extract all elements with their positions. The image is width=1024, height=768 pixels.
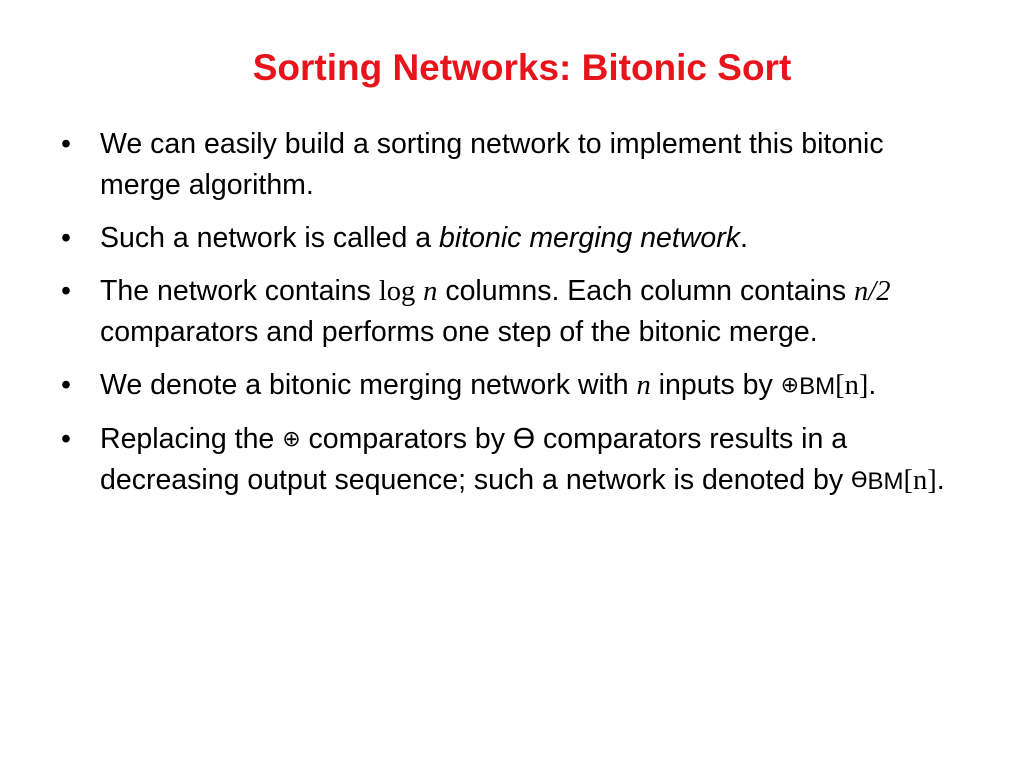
emphasized-term: bitonic merging network (439, 222, 740, 254)
bullet-text: We denote a bitonic merging network with (100, 369, 637, 401)
math-n-over-2: n/2 (854, 276, 891, 307)
bullet-text: . (936, 464, 945, 496)
oplus-symbol: ⊕ (780, 373, 800, 398)
math-space (415, 275, 423, 307)
bullet-marker: • (61, 275, 71, 307)
bullet-marker: • (61, 423, 71, 455)
slide-title: Sorting Networks: Bitonic Sort (252, 47, 792, 88)
bullet-text: . (740, 222, 748, 254)
math-bracket-n: [n] (835, 370, 869, 401)
bullet-marker: • (61, 128, 71, 160)
bullet-text: Such a network is called a (100, 222, 440, 254)
bullet-marker: • (61, 222, 71, 254)
bullet-text: comparators and performs one step of the bitonic merge. (100, 316, 818, 348)
bullet-item (0, 419, 1024, 502)
bullet-text: . (868, 369, 877, 401)
bullet-text: inputs by (650, 369, 781, 401)
bullet-text: Replacing the (100, 423, 283, 455)
bullet-text: comparators results in a decreasing output sequence; such a network is denoted by (100, 423, 851, 496)
bullet-list (0, 124, 1024, 514)
bm-label: BM (799, 373, 836, 400)
bullet-item (0, 218, 1024, 259)
math-log: log (378, 276, 416, 307)
bullet-text: columns. Each column contains (437, 275, 855, 307)
bullet-text: comparators by (300, 423, 513, 455)
ominus-symbol: Ө (851, 468, 868, 492)
bullet-item (0, 271, 1024, 353)
bullet-text: The network contains (100, 275, 379, 307)
bullet-text: We can easily build a sorting network to implement this bitonic merge algorithm. (100, 128, 884, 201)
bullet-item (0, 365, 1024, 407)
math-bracket-n: [n] (903, 465, 937, 496)
bullet-item (0, 124, 1024, 206)
math-variable-n: n (423, 276, 438, 307)
bm-label: BM (867, 468, 904, 495)
oplus-symbol: ⊕ (282, 427, 301, 452)
bullet-marker: • (61, 369, 71, 401)
ominus-symbol: Ө (512, 423, 536, 455)
math-variable-n: n (636, 370, 651, 401)
